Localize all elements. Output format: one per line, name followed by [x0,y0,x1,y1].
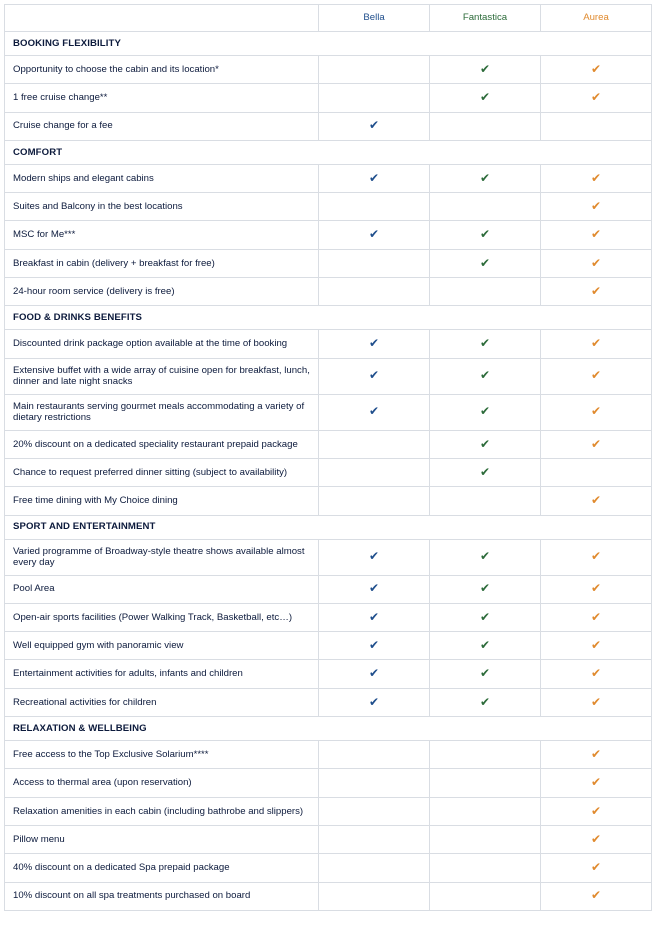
mark-cell-bella [319,575,430,603]
checkmark-icon: ✔ [590,549,602,564]
mark-cell-aurea [541,458,652,486]
checkmark-icon: ✔ [590,493,602,508]
checkmark-icon: ✔ [368,638,380,653]
checkmark-icon: ✔ [479,90,491,105]
mark-cell-fantastica [430,603,541,631]
mark-cell-bella [319,221,430,249]
feature-row [5,430,652,458]
checkmark-icon: ✔ [368,694,380,709]
mark-cell-fantastica [430,164,541,192]
feature-row [5,882,652,910]
mark-cell-fantastica [430,358,541,394]
mark-cell-bella [319,825,430,853]
mark-cell-aurea [541,394,652,430]
mark-cell-bella [319,603,430,631]
feature-label: Breakfast in cabin (delivery + breakfast for free) [5,249,319,277]
checkmark-icon: ✔ [368,404,380,419]
comparison-table [4,4,652,911]
section-title: BOOKING FLEXIBILITY [5,32,652,56]
feature-row [5,632,652,660]
mark-cell-fantastica [430,487,541,515]
mark-cell-fantastica [430,56,541,84]
feature-label: Free access to the Top Exclusive Solarium**** [5,741,319,769]
mark-cell-fantastica [430,394,541,430]
feature-label: Extensive buffet with a wide array of cuisine open for breakfast, lunch, dinner and late night snacks [5,358,319,394]
mark-cell-bella [319,741,430,769]
checkmark-icon: ✔ [368,666,380,681]
mark-cell-bella [319,330,430,358]
mark-cell-bella [319,632,430,660]
checkmark-icon: ✔ [590,694,602,709]
checkmark-icon: ✔ [590,860,602,875]
checkmark-icon: ✔ [479,549,491,564]
mark-cell-bella [319,164,430,192]
mark-cell-bella [319,430,430,458]
mark-cell-bella [319,394,430,430]
column-header-bella: Bella [319,5,430,32]
checkmark-icon: ✔ [479,336,491,351]
checkmark-icon: ✔ [368,609,380,624]
feature-row [5,193,652,221]
mark-cell-aurea [541,854,652,882]
mark-cell-bella [319,193,430,221]
mark-cell-aurea [541,164,652,192]
feature-row [5,660,652,688]
mark-cell-aurea [541,825,652,853]
checkmark-icon: ✔ [479,368,491,383]
mark-cell-bella [319,688,430,716]
feature-label: 20% discount on a dedicated speciality restaurant prepaid package [5,430,319,458]
mark-cell-aurea [541,56,652,84]
checkmark-icon: ✔ [590,831,602,846]
checkmark-icon: ✔ [479,464,491,479]
mark-cell-fantastica [430,632,541,660]
mark-cell-bella [319,539,430,575]
mark-cell-fantastica [430,430,541,458]
feature-row [5,330,652,358]
mark-cell-aurea [541,797,652,825]
section-header-row [5,515,652,539]
checkmark-icon: ✔ [479,638,491,653]
mark-cell-fantastica [430,688,541,716]
section-header-row [5,140,652,164]
checkmark-icon: ✔ [368,549,380,564]
feature-label: Entertainment activities for adults, infants and children [5,660,319,688]
mark-cell-bella [319,358,430,394]
mark-cell-fantastica [430,825,541,853]
mark-cell-aurea [541,193,652,221]
checkmark-icon: ✔ [590,404,602,419]
mark-cell-fantastica [430,539,541,575]
feature-label: Pillow menu [5,825,319,853]
checkmark-icon: ✔ [368,227,380,242]
mark-cell-aurea [541,741,652,769]
feature-row [5,394,652,430]
feature-row [5,221,652,249]
feature-label: Pool Area [5,575,319,603]
feature-label: Recreational activities for children [5,688,319,716]
mark-cell-aurea [541,278,652,306]
checkmark-icon: ✔ [590,90,602,105]
mark-cell-bella [319,112,430,140]
mark-cell-aurea [541,249,652,277]
section-title: COMFORT [5,140,652,164]
checkmark-icon: ✔ [590,283,602,298]
checkmark-icon: ✔ [590,255,602,270]
feature-row [5,575,652,603]
checkmark-icon: ✔ [368,581,380,596]
mark-cell-aurea [541,221,652,249]
column-header-aurea: Aurea [541,5,652,32]
section-title: SPORT AND ENTERTAINMENT [5,515,652,539]
mark-cell-fantastica [430,854,541,882]
checkmark-icon: ✔ [590,581,602,596]
feature-row [5,164,652,192]
mark-cell-aurea [541,487,652,515]
column-header-fantastica: Fantastica [430,5,541,32]
checkmark-icon: ✔ [590,368,602,383]
feature-row [5,854,652,882]
mark-cell-aurea [541,84,652,112]
mark-cell-fantastica [430,249,541,277]
checkmark-icon: ✔ [590,746,602,761]
checkmark-icon: ✔ [590,803,602,818]
feature-row [5,358,652,394]
mark-cell-fantastica [430,797,541,825]
checkmark-icon: ✔ [368,336,380,351]
feature-label: Varied programme of Broadway-style theatre shows available almost every day [5,539,319,575]
mark-cell-fantastica [430,278,541,306]
feature-label: Relaxation amenities in each cabin (including bathrobe and slippers) [5,797,319,825]
feature-label: 24-hour room service (delivery is free) [5,278,319,306]
mark-cell-fantastica [430,458,541,486]
feature-label: Main restaurants serving gourmet meals accommodating a variety of dietary restrictions [5,394,319,430]
feature-row [5,769,652,797]
mark-cell-fantastica [430,84,541,112]
checkmark-icon: ✔ [479,666,491,681]
section-header-row [5,32,652,56]
checkmark-icon: ✔ [590,666,602,681]
mark-cell-bella [319,660,430,688]
section-header-row [5,306,652,330]
header-empty-cell [5,5,319,32]
mark-cell-fantastica [430,330,541,358]
checkmark-icon: ✔ [590,436,602,451]
mark-cell-aurea [541,330,652,358]
mark-cell-fantastica [430,193,541,221]
feature-row [5,603,652,631]
feature-row [5,487,652,515]
feature-label: Chance to request preferred dinner sitting (subject to availability) [5,458,319,486]
mark-cell-bella [319,278,430,306]
mark-cell-bella [319,769,430,797]
feature-row [5,56,652,84]
feature-label: 40% discount on a dedicated Spa prepaid package [5,854,319,882]
feature-label: Suites and Balcony in the best locations [5,193,319,221]
feature-row [5,741,652,769]
mark-cell-bella [319,56,430,84]
feature-row [5,278,652,306]
mark-cell-bella [319,797,430,825]
mark-cell-aurea [541,575,652,603]
feature-row [5,249,652,277]
mark-cell-bella [319,487,430,515]
feature-label: Discounted drink package option available at the time of booking [5,330,319,358]
feature-label: Well equipped gym with panoramic view [5,632,319,660]
checkmark-icon: ✔ [479,609,491,624]
checkmark-icon: ✔ [590,336,602,351]
feature-label: Free time dining with My Choice dining [5,487,319,515]
checkmark-icon: ✔ [479,404,491,419]
feature-row [5,825,652,853]
header-row [5,5,652,32]
mark-cell-fantastica [430,741,541,769]
feature-label: MSC for Me*** [5,221,319,249]
feature-label: Modern ships and elegant cabins [5,164,319,192]
mark-cell-aurea [541,603,652,631]
feature-row [5,688,652,716]
checkmark-icon: ✔ [479,61,491,76]
mark-cell-fantastica [430,575,541,603]
mark-cell-aurea [541,660,652,688]
checkmark-icon: ✔ [479,170,491,185]
section-title: RELAXATION & WELLBEING [5,717,652,741]
mark-cell-aurea [541,358,652,394]
checkmark-icon: ✔ [590,227,602,242]
feature-row [5,458,652,486]
checkmark-icon: ✔ [590,61,602,76]
mark-cell-aurea [541,632,652,660]
section-title: FOOD & DRINKS BENEFITS [5,306,652,330]
checkmark-icon: ✔ [368,118,380,133]
mark-cell-aurea [541,688,652,716]
feature-label: 1 free cruise change** [5,84,319,112]
checkmark-icon: ✔ [590,775,602,790]
checkmark-icon: ✔ [368,170,380,185]
checkmark-icon: ✔ [479,227,491,242]
checkmark-icon: ✔ [479,436,491,451]
mark-cell-aurea [541,112,652,140]
mark-cell-bella [319,249,430,277]
comparison-table-body [5,5,652,911]
checkmark-icon: ✔ [479,694,491,709]
mark-cell-aurea [541,430,652,458]
feature-label: Access to thermal area (upon reservation) [5,769,319,797]
feature-label: Cruise change for a fee [5,112,319,140]
checkmark-icon: ✔ [479,255,491,270]
mark-cell-fantastica [430,882,541,910]
feature-row [5,539,652,575]
mark-cell-bella [319,882,430,910]
mark-cell-aurea [541,539,652,575]
checkmark-icon: ✔ [590,609,602,624]
checkmark-icon: ✔ [590,638,602,653]
checkmark-icon: ✔ [590,888,602,903]
feature-row [5,84,652,112]
mark-cell-bella [319,458,430,486]
mark-cell-fantastica [430,221,541,249]
feature-row [5,112,652,140]
feature-label: Open-air sports facilities (Power Walking Track, Basketball, etc…) [5,603,319,631]
mark-cell-bella [319,854,430,882]
section-header-row [5,717,652,741]
checkmark-icon: ✔ [590,170,602,185]
checkmark-icon: ✔ [479,581,491,596]
mark-cell-aurea [541,769,652,797]
feature-row [5,797,652,825]
mark-cell-fantastica [430,660,541,688]
mark-cell-aurea [541,882,652,910]
feature-label: 10% discount on all spa treatments purchased on board [5,882,319,910]
feature-label: Opportunity to choose the cabin and its location* [5,56,319,84]
mark-cell-bella [319,84,430,112]
checkmark-icon: ✔ [368,368,380,383]
mark-cell-fantastica [430,112,541,140]
checkmark-icon: ✔ [590,199,602,214]
mark-cell-fantastica [430,769,541,797]
